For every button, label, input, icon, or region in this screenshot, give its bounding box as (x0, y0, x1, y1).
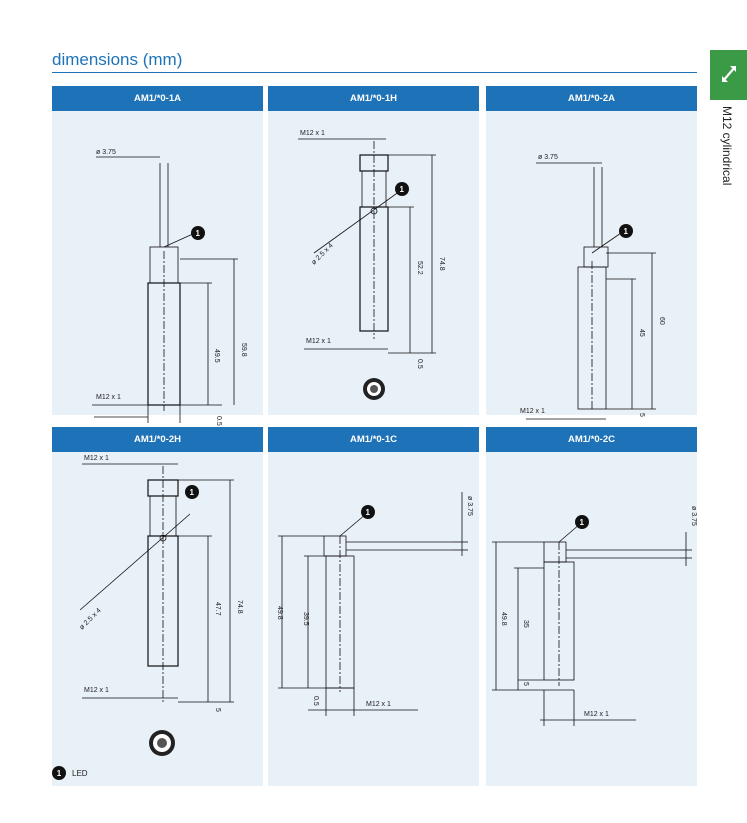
resize-arrows-icon (719, 61, 739, 85)
drawing-2h (52, 452, 263, 786)
cell-title: AM1/*0-1A (52, 86, 263, 111)
drawing-1a (52, 111, 263, 426)
dim-label: 74.8 (438, 257, 445, 271)
sensor-drawing (268, 111, 479, 415)
dim-label: 5 (214, 708, 221, 712)
dim-label: 0.5 (312, 696, 319, 706)
section-label: M12 cylindrical (720, 106, 734, 186)
dim-label: M12 x 1 (300, 130, 325, 137)
led-badge (575, 515, 589, 529)
dim-label: M12 x 1 (520, 408, 545, 415)
drawing-2a (486, 111, 697, 415)
section-tab[interactable] (710, 50, 747, 100)
svg-text:1: 1 (189, 488, 194, 497)
dim-label: M12 x 1 (84, 455, 109, 462)
svg-text:1: 1 (579, 518, 584, 527)
dim-label: M12 x 1 (96, 394, 121, 401)
dim-label: 49.8 (500, 612, 507, 626)
sensor-drawing (486, 452, 697, 786)
dimension-cell-2c (486, 427, 697, 786)
svg-text:1: 1 (195, 229, 200, 238)
dimension-cell-1c (268, 427, 479, 786)
cell-title: AM1/*0-2A (486, 86, 697, 111)
title-rule (52, 72, 697, 73)
led-badge (361, 505, 375, 519)
dim-label: 60 (658, 317, 665, 325)
dimension-cell-1a (52, 86, 263, 426)
led-badge (395, 182, 409, 196)
dim-label: ø 3.75 (690, 506, 697, 526)
dim-label: ø 2.5 x 4 (310, 242, 335, 267)
dim-label: ø 2.5 x 4 (78, 607, 103, 632)
led-badge (191, 226, 205, 240)
dim-label: 52.2 (416, 261, 423, 275)
dim-label: 5 (522, 682, 529, 686)
cell-title: AM1/*0-2C (486, 427, 697, 452)
dim-label: 45 (638, 329, 645, 337)
drawing-1c (268, 452, 479, 786)
legend-badge: 1 (52, 766, 66, 780)
svg-text:1: 1 (399, 185, 404, 194)
legend (52, 766, 88, 780)
dim-label: M12 x 1 (584, 711, 609, 718)
dim-label: M12 x 1 (84, 687, 109, 694)
dimension-cell-2h (52, 427, 263, 786)
dim-label: 74.8 (236, 600, 243, 614)
connector-face-icon (363, 378, 385, 400)
cell-title: AM1/*0-2H (52, 427, 263, 452)
dim-label: 59.8 (240, 343, 247, 357)
dimension-cell-1h (268, 86, 479, 415)
dim-label: M12 x 1 (306, 338, 331, 345)
sensor-drawing (486, 111, 697, 415)
dim-label: 5 (638, 413, 645, 417)
svg-text:1: 1 (365, 508, 370, 517)
svg-text:1: 1 (623, 227, 628, 236)
dim-label: 35 (522, 620, 529, 628)
dim-label: ø 3.75 (466, 496, 473, 516)
connector-face-icon (149, 730, 175, 756)
cell-title: AM1/*0-1C (268, 427, 479, 452)
dim-label: 49.5 (213, 349, 220, 363)
dim-label: 0.5 (416, 359, 423, 369)
page-title: dimensions (mm) (52, 50, 183, 69)
dimension-cell-2a (486, 86, 697, 415)
dim-label: M12 x 1 (366, 701, 391, 708)
dim-label: 49.8 (276, 606, 283, 620)
sensor-drawing (52, 452, 263, 786)
cell-title: AM1/*0-1H (268, 86, 479, 111)
legend-text: LED (72, 768, 88, 778)
led-badge (185, 485, 199, 499)
drawing-1h (268, 111, 479, 415)
led-badge (619, 224, 633, 238)
dim-label: ø 3.75 (96, 149, 116, 156)
dim-label: 0.5 (215, 416, 222, 426)
sensor-drawing (268, 452, 479, 786)
dim-label: 39.5 (302, 612, 309, 626)
drawing-2c (486, 452, 697, 786)
dim-label: 47.7 (214, 602, 221, 616)
sensor-drawing (52, 111, 263, 426)
dim-label: ø 3.75 (538, 154, 558, 161)
